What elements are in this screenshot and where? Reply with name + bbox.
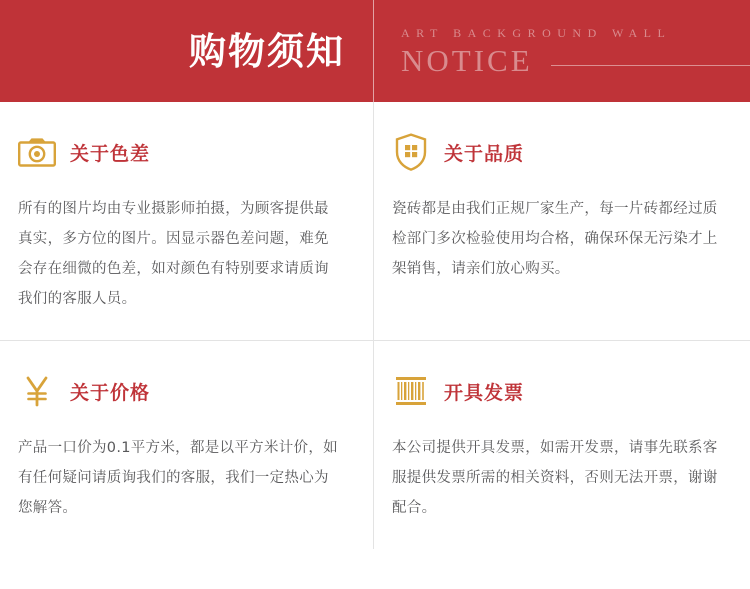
card-title: 关于色差: [70, 142, 151, 165]
notice-card-color-difference: [0, 102, 373, 340]
page-title: 购物须知: [189, 29, 345, 73]
header-left: [0, 0, 373, 102]
camera-icon: [18, 132, 56, 172]
header-subtitle-en: ART BACKGROUND WALL: [401, 26, 672, 40]
header-right: [373, 0, 750, 102]
card-title: 关于价格: [70, 381, 151, 404]
shield-quality-icon: [392, 132, 430, 172]
page-header: [0, 0, 750, 102]
card-header: [392, 132, 722, 172]
header-vertical-divider: [373, 0, 374, 102]
card-body: 产品一口价为0.1平方米，都是以平方米计价，如有任何疑问请质询我们的客服，我们一定热心为您解答。: [18, 440, 338, 516]
card-header: [392, 371, 722, 411]
yen-price-icon: [18, 371, 56, 411]
header-notice-en: NOTICE: [401, 43, 533, 78]
notice-card-quality: [374, 102, 750, 340]
header-horizontal-rule: [551, 65, 750, 66]
card-header: [18, 371, 345, 411]
card-header: [18, 132, 345, 172]
notice-card-price: [0, 341, 373, 549]
header-notice-row: [401, 45, 750, 76]
card-title: 关于品质: [444, 142, 525, 165]
notice-card-invoice: [374, 341, 750, 549]
notice-grid: [0, 102, 750, 549]
invoice-icon: [392, 371, 430, 411]
card-body: 本公司提供开具发票，如需开发票，请事先联系客服提供发票所需的相关资料，否则无法开票，谢谢配合。: [392, 440, 718, 516]
card-body: 瓷砖都是由我们正规厂家生产，每一片砖都经过质检部门多次检验使用均合格，确保环保无污染才上架销售，请亲们放心购买。: [392, 201, 718, 277]
footer-spacer: [0, 549, 750, 589]
card-body: 所有的图片均由专业摄影师拍摄，为顾客提供最真实，多方位的图片。因显示器色差问题，难免会存在细微的色差，如对颜色有特别要求请质询我们的客服人员。: [18, 201, 329, 307]
card-title: 开具发票: [444, 381, 525, 404]
